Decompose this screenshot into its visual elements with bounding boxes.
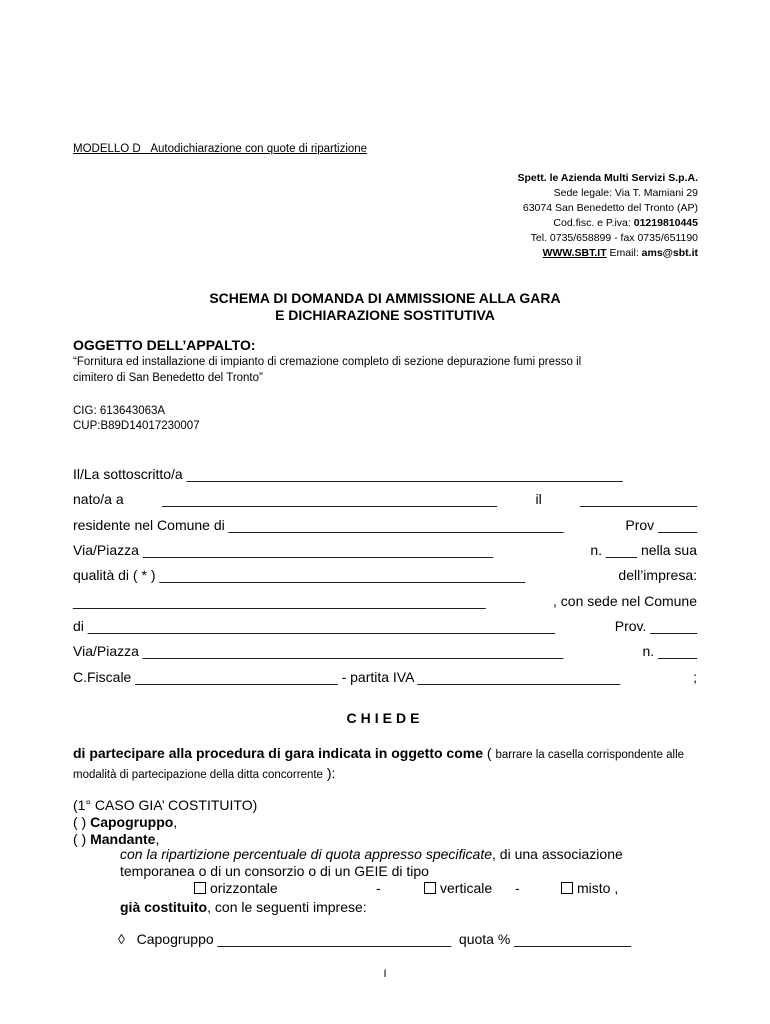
quota-field[interactable]: quota % _______________ bbox=[458, 931, 631, 947]
impresa-name-field[interactable]: _____________________________________________________ bbox=[73, 593, 486, 609]
field-row-impresa bbox=[73, 593, 697, 613]
model-description: Autodichiarazione con quote di ripartizione bbox=[150, 143, 368, 155]
civic-number-field[interactable]: n. ____ nella sua bbox=[590, 542, 697, 558]
website-link[interactable]: WWW.SBT.IT bbox=[542, 247, 607, 259]
partecipare-open: ( bbox=[483, 745, 496, 761]
addressee-block bbox=[518, 171, 698, 261]
gia-costituito-label: già costituito bbox=[120, 899, 208, 915]
gia-costituito-rest: , con le seguenti imprese: bbox=[207, 899, 367, 915]
via-field[interactable]: Via/Piazza _____________________________________________ bbox=[73, 542, 494, 558]
option-capogruppo[interactable] bbox=[73, 814, 257, 831]
comune-field[interactable]: residente nel Comune di ___________________________________________ bbox=[73, 517, 564, 533]
birthplace-field[interactable]: ___________________________________________ bbox=[162, 491, 497, 507]
addressee-web-line bbox=[518, 246, 698, 261]
partecipare-text: di partecipare alla procedura di gara indicata in oggetto come bbox=[73, 745, 483, 761]
misto-checkbox[interactable] bbox=[561, 882, 573, 894]
capogruppo-label: Capogruppo bbox=[90, 814, 174, 830]
dash-separator-1: - bbox=[376, 880, 381, 896]
ripartizione-italic: con la ripartizione percentuale di quota appresso specificate bbox=[120, 846, 493, 862]
orizzontale-label: orizzontale bbox=[210, 880, 278, 896]
sottoscritto-field[interactable]: Il/La sottoscritto/a ________________________________________________________ bbox=[73, 466, 623, 482]
mandante-label: Mandante bbox=[90, 831, 156, 847]
prov-field[interactable]: Prov _____ bbox=[625, 517, 697, 533]
sede-label: , con sede nel Comune bbox=[553, 593, 697, 609]
addressee-line2: 63074 San Benedetto del Tronto (AP) bbox=[522, 202, 698, 214]
dash-separator-2: - bbox=[515, 880, 520, 896]
model-heading bbox=[73, 143, 367, 155]
mandante-checkbox[interactable]: ( ) bbox=[73, 831, 87, 847]
impresa-label: dell’impresa: bbox=[618, 567, 697, 583]
document-title bbox=[0, 290, 770, 324]
fiscal-vat-field[interactable]: C.Fiscale __________________________ - partita IVA __________________________ bbox=[73, 669, 620, 685]
field-row-residente bbox=[73, 517, 697, 537]
oggetto-text-line1: “Fornitura ed installazione di impianto di cremazione completo di sezione depurazione fumi presso il bbox=[73, 356, 582, 368]
diamond-bullet-icon: ◊ bbox=[118, 931, 125, 947]
capogruppo-punct: , bbox=[173, 814, 178, 830]
codes-block bbox=[73, 404, 200, 434]
qualita-field[interactable]: qualità di ( * ) _______________________________________________ bbox=[73, 567, 526, 583]
title-line1: SCHEMA DI DOMANDA DI AMMISSIONE ALLA GARA bbox=[209, 290, 561, 306]
model-code: MODELLO D bbox=[73, 143, 141, 155]
sede-via-field[interactable]: Via/Piazza ______________________________________________________ bbox=[73, 643, 564, 659]
partecipare-paragraph bbox=[73, 744, 697, 784]
gia-costituito-line bbox=[120, 899, 367, 915]
ripartizione-rest: , di una associazione temporanea o di un consorzio o di un GEIE di tipo bbox=[120, 846, 623, 879]
orizzontale-checkbox[interactable] bbox=[194, 882, 206, 894]
verticale-label: verticale bbox=[440, 880, 493, 896]
field-row-via-sede bbox=[73, 643, 697, 663]
cig-code: CIG: 613643063A bbox=[73, 405, 166, 417]
check-orizzontale[interactable] bbox=[194, 880, 278, 896]
il-label: il bbox=[535, 491, 542, 507]
sede-prov-field[interactable]: Prov. ______ bbox=[614, 618, 697, 634]
partecipare-close: ): bbox=[322, 765, 336, 781]
tax-code-label: Cod.fisc. e P.iva: bbox=[553, 217, 631, 229]
oggetto-heading: OGGETTO DELL’APPALTO: bbox=[73, 337, 256, 353]
check-misto[interactable] bbox=[561, 880, 618, 896]
field-row-qualita bbox=[73, 567, 697, 587]
cup-code: CUP:B89D14017230007 bbox=[73, 420, 200, 432]
verticale-checkbox[interactable] bbox=[424, 882, 436, 894]
email-link[interactable]: ams@sbt.it bbox=[641, 247, 698, 259]
oggetto-text bbox=[73, 354, 581, 386]
misto-label: misto , bbox=[577, 880, 619, 896]
capogruppo-quota-row bbox=[118, 931, 631, 947]
capogruppo-checkbox[interactable]: ( ) bbox=[73, 814, 87, 830]
addressee-name: Spett. le Azienda Multi Servizi S.p.A. bbox=[517, 172, 698, 184]
partecipare-note: barrare la casella corrispondente alle modalità di partecipazione della ditta concorrente bbox=[73, 749, 685, 781]
fiscal-end: ; bbox=[693, 669, 697, 685]
chiede-heading: CHIEDE bbox=[346, 710, 424, 726]
field-row-comune-sede bbox=[73, 618, 697, 638]
oggetto-text-line2: cimitero di San Benedetto del Tronto” bbox=[73, 372, 263, 384]
addressee-line4: Tel. 0735/658899 - fax 0735/651190 bbox=[530, 232, 698, 244]
caso-block bbox=[73, 797, 257, 848]
field-row-via bbox=[73, 542, 697, 562]
check-verticale[interactable] bbox=[424, 880, 492, 896]
birthdate-field[interactable]: _______________ bbox=[580, 491, 697, 507]
field-row-sottoscritto[interactable] bbox=[73, 466, 697, 486]
addressee-line1: Sede legale: Via T. Mamiani 29 bbox=[553, 187, 698, 199]
page-number: I bbox=[383, 968, 387, 980]
ripartizione-paragraph bbox=[120, 846, 698, 880]
field-row-nato bbox=[73, 491, 697, 511]
addressee-line3 bbox=[518, 216, 698, 231]
capogruppo-field[interactable]: Capogruppo ______________________________ bbox=[136, 931, 452, 947]
nato-label: nato/a a bbox=[73, 491, 124, 507]
field-row-fiscale bbox=[73, 669, 697, 689]
email-label: Email: bbox=[606, 247, 642, 259]
sede-number-field[interactable]: n. _____ bbox=[642, 643, 697, 659]
tax-code-value: 01219810445 bbox=[633, 217, 698, 229]
mandante-punct: , bbox=[155, 831, 160, 847]
sede-comune-field[interactable]: di ____________________________________________________________ bbox=[73, 618, 555, 634]
caso-heading: (1° CASO GIA’ COSTITUITO) bbox=[73, 797, 258, 813]
title-line2: E DICHIARAZIONE SOSTITUTIVA bbox=[275, 307, 495, 323]
